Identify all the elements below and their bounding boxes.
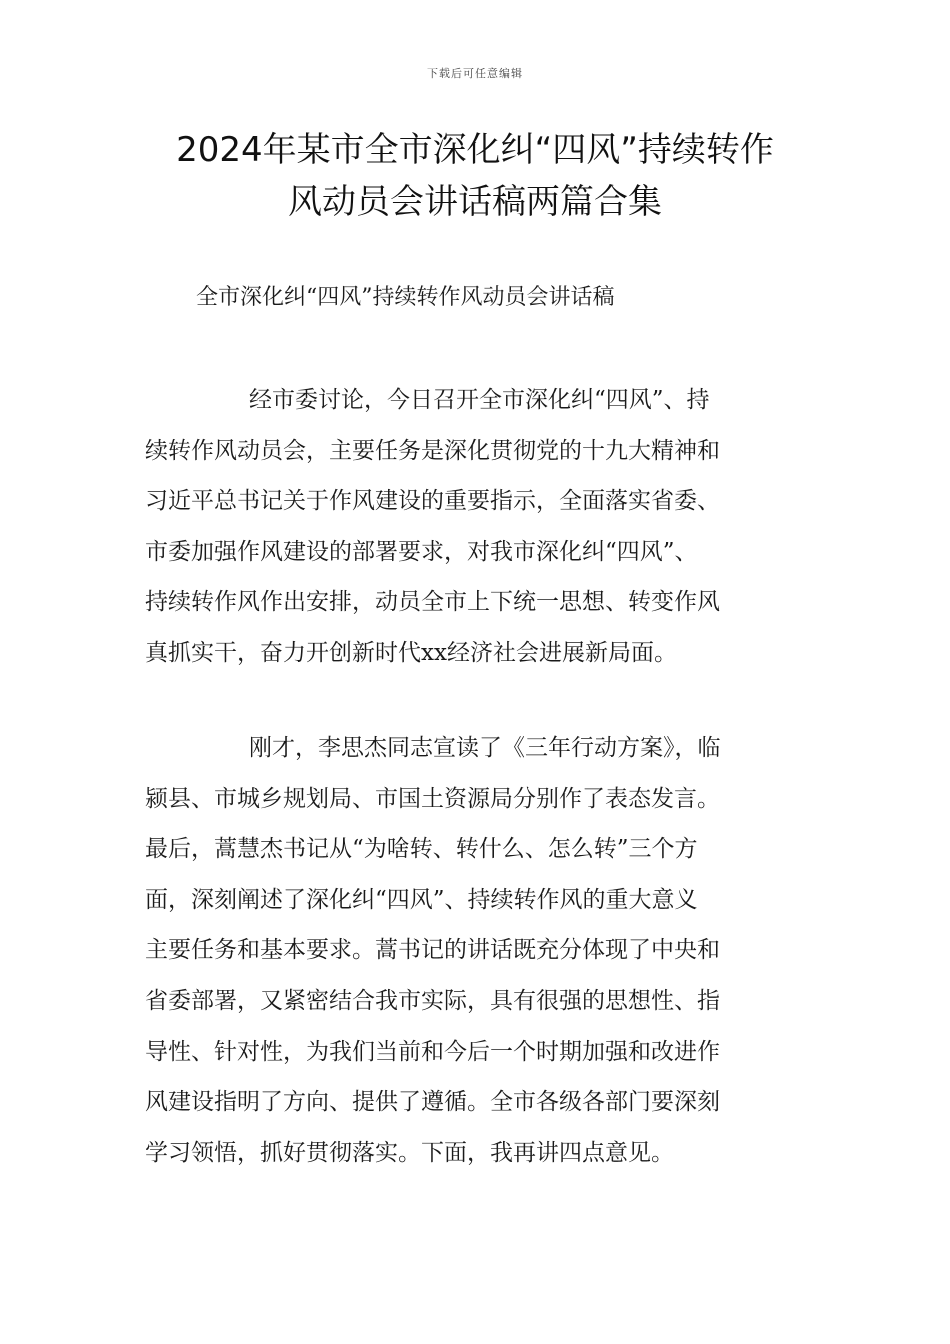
speech-subtitle: 全市深化纠“四风”持续转作风动员会讲话稿 <box>196 285 615 310</box>
paragraph-2-line: 导性、针对性，为我们当前和今后一个时期加强和改进作 <box>145 1038 720 1065</box>
paragraph-1-line: 续转作风动员会，主要任务是深化贯彻党的十九大精神和 <box>145 437 720 464</box>
paragraph-2-line: 学习领悟，抓好贯彻落实。下面，我再讲四点意见。 <box>145 1139 674 1166</box>
paragraph-1-line: 真抓实干，奋力开创新时代xx经济社会进展新局面。 <box>145 639 677 666</box>
paragraph-1-line: 持续转作风作出安排，动员全市上下统一思想、转变作风 <box>145 589 720 616</box>
header-note: 下载后可任意编辑 <box>427 67 523 80</box>
paragraph-1-line: 市委加强作风建设的部署要求，对我市深化纠“四风”、 <box>145 538 698 565</box>
paragraph-2-line: 面，深刻阐述了深化纠“四风”、持续转作风的重大意义 <box>145 886 698 913</box>
paragraph-2 <box>145 723 805 1178</box>
paragraph-2-line: 主要任务和基本要求。蒿书记的讲话既充分体现了中央和 <box>145 937 720 964</box>
title-line-2: 风动员会讲话稿两篇合集 <box>288 182 662 222</box>
document-title <box>130 124 820 228</box>
paragraph-2-line: 颍县、市城乡规划局、市国土资源局分别作了表态发言。 <box>145 785 720 812</box>
paragraph-1-line: 习近平总书记关于作风建设的重要指示，全面落实省委、 <box>145 488 720 515</box>
paragraph-2-line: 风建设指明了方向、提供了遵循。全市各级各部门要深刻 <box>145 1089 720 1116</box>
paragraph-2-line: 省委部署，又紧密结合我市实际，具有很强的思想性、指 <box>145 987 720 1014</box>
paragraph-2-line: 刚才，李思杰同志宣读了《三年行动方案》，临 <box>249 735 721 761</box>
paragraph-1-line: 经市委讨论，今日召开全市深化纠“四风”、持 <box>249 387 710 413</box>
title-line-1: 2024年某市全市深化纠“四风”持续转作 <box>176 130 774 170</box>
paragraph-2-line: 最后，蒿慧杰书记从“为啥转、转什么、怎么转”三个方 <box>145 836 698 863</box>
paragraph-1 <box>145 375 805 679</box>
